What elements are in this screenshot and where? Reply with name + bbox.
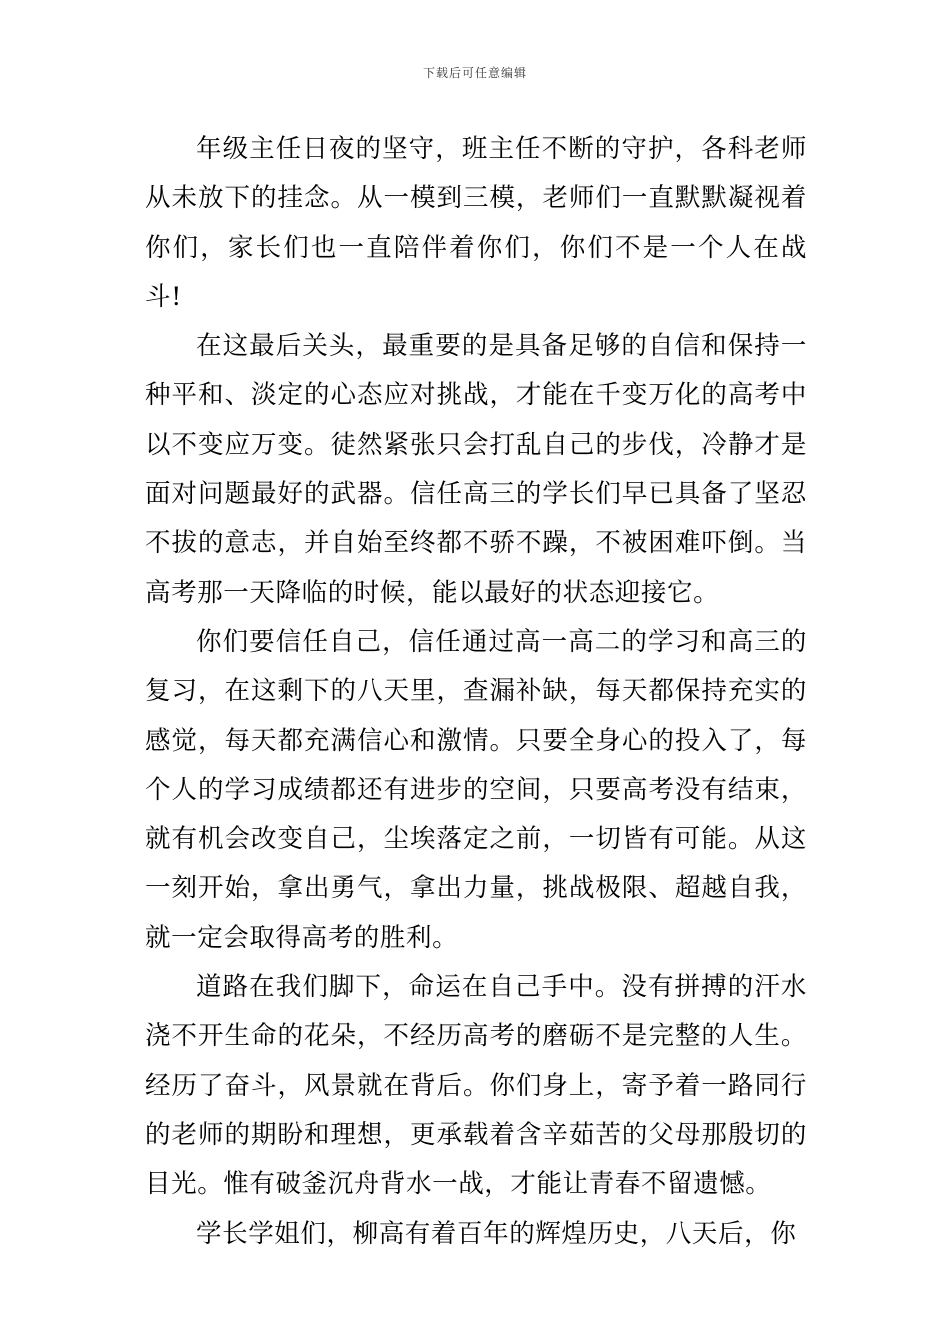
paragraph-1: 年级主任日夜的坚守，班主任不断的守护，各科老师从未放下的挂念。从一模到三模，老师们一直默默凝视着你们，家长们也一直陪伴着你们，你们不是一个人在战斗! xyxy=(145,134,807,312)
paragraph-4: 道路在我们脚下，命运在自己手中。没有拼搏的汗水浇不开生命的花朵，不经历高考的磨砺不是完整的人生。经历了奋斗，风景就在背后。你们身上，寄予着一路同行的老师的期盼和理想，更承载着含辛茹苦的父母那殷切的目光。惟有破釜沉舟背水一战，才能让青春不留遗憾。 xyxy=(145,972,807,1200)
paragraph-2: 在这最后关头，最重要的是具备足够的自信和保持一种平和、淡定的心态应对挑战，才能在千变万化的高考中以不变应万变。徒然紧张只会打乱自己的步伐，冷静才是面对问题最好的武器。信任高三的学长们早已具备了坚忍不拔的意志，并自始至终都不骄不躁，不被困难吓倒。当高考那一天降临的时候，能以最好的状态迎接它。 xyxy=(145,331,807,608)
paragraph-5: 学长学姐们，柳高有着百年的辉煌历史，八天后，你 xyxy=(196,1218,797,1249)
header-note: 下载后可任意编辑 xyxy=(422,66,527,80)
document-body xyxy=(145,125,807,1259)
paragraph-3: 你们要信任自己，信任通过高一高二的学习和高三的复习，在这剩下的八天里，查漏补缺，每天都保持充实的感觉，每天都充满信心和激情。只要全身心的投入了，每个人的学习成绩都还有进步的空间，只要高考没有结束，就有机会改变自己，尘埃落定之前，一切皆有可能。从这一刻开始，拿出勇气，拿出力量，挑战极限、超越自我，就一定会取得高考的胜利。 xyxy=(145,626,807,953)
